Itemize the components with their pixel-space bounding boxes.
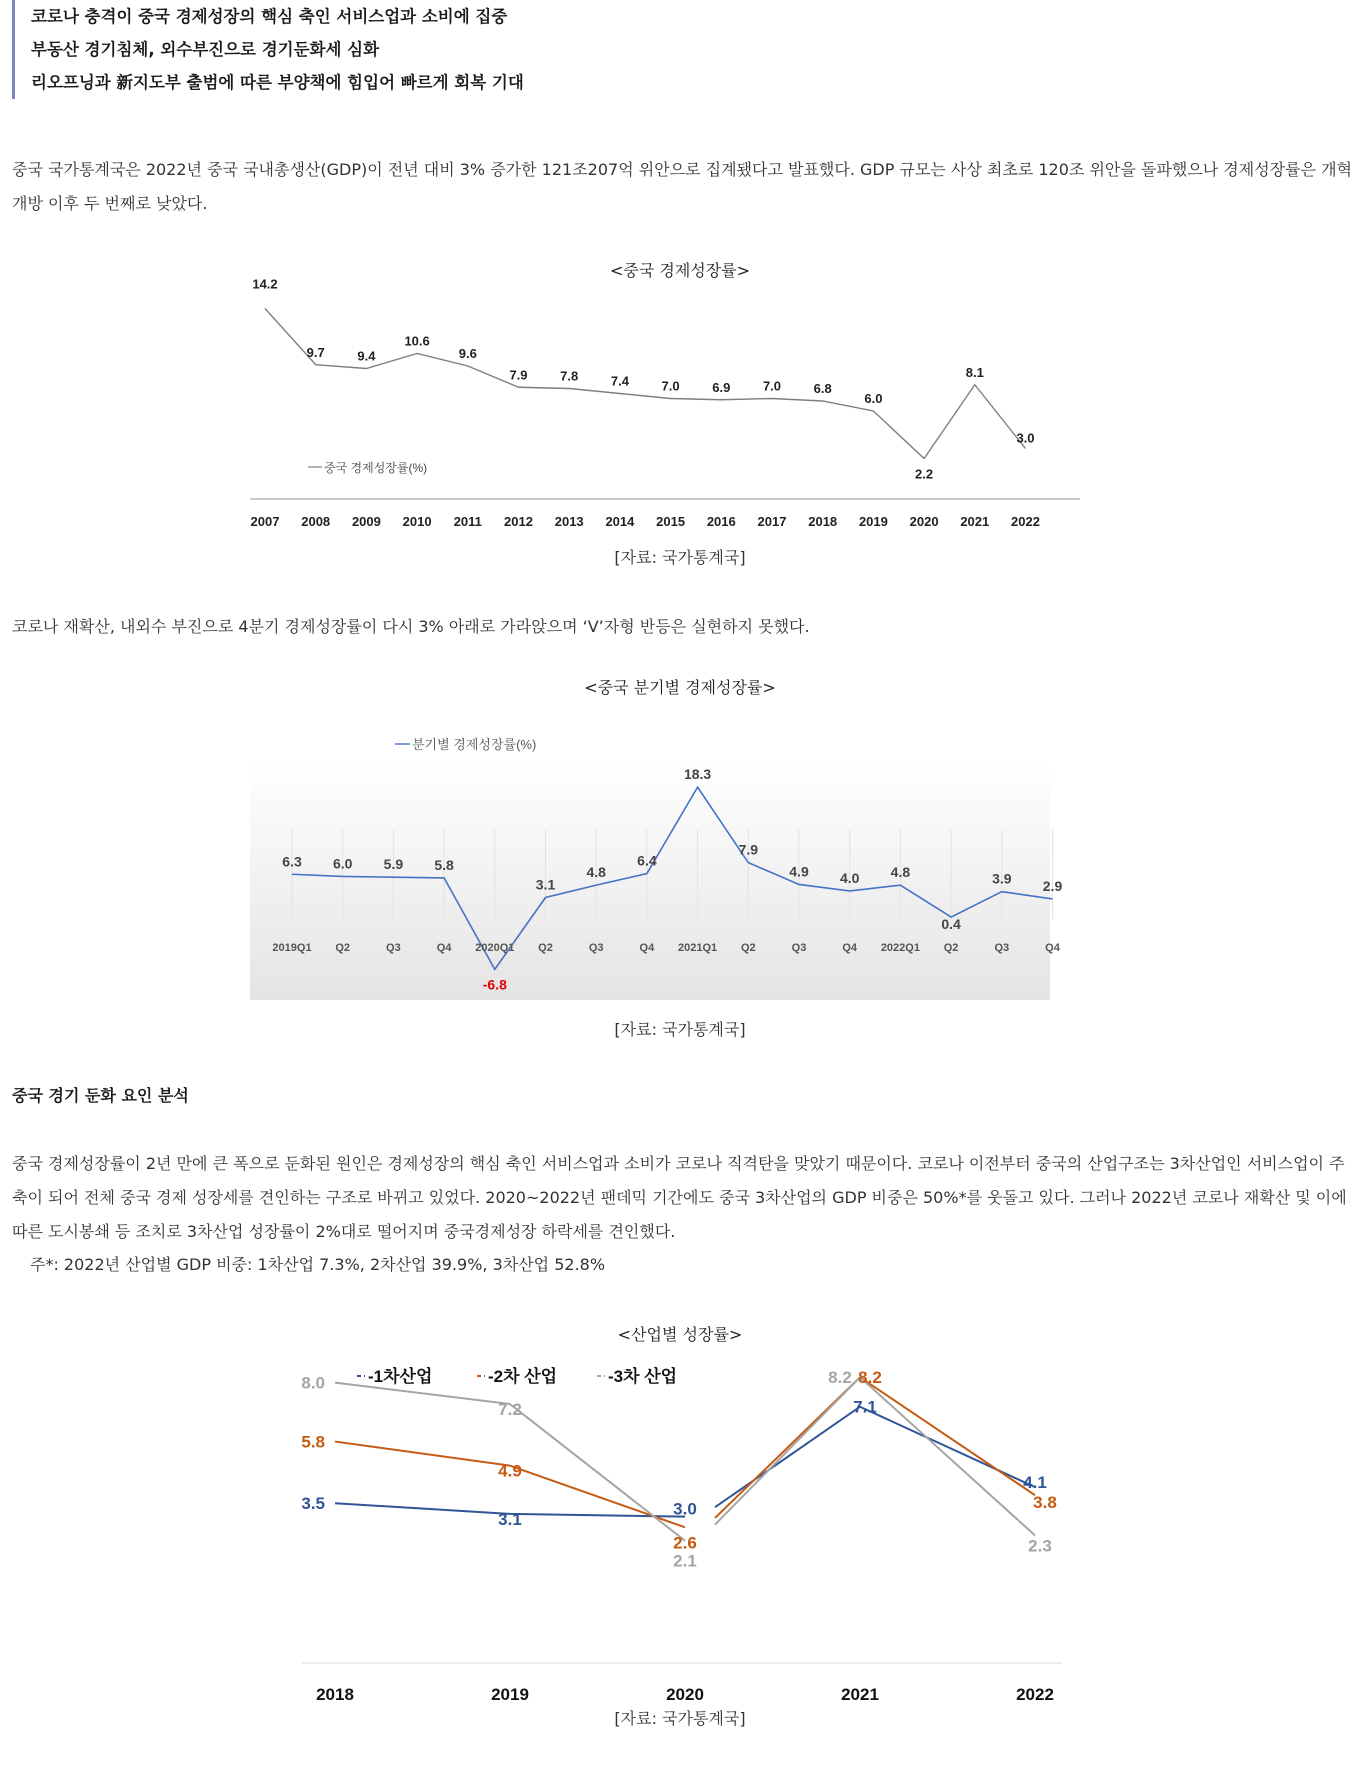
data-label: 2.2 (915, 466, 934, 482)
intro-paragraph: 중국 국가통계국은 2022년 중국 국내총생산(GDP)이 전년 대비 3% 증가한 121조207억 위안으로 집계됐다고 발표했다. GDP 규모는 사상 최초로 120조 위안을 돌파했으나 경제성장률은 개혁개방 이후 두 번째로 낮았다. (12, 160, 1353, 213)
data-label: 2.6 (673, 1533, 697, 1553)
data-label: 6.3 (282, 853, 302, 870)
data-label: 5.9 (383, 856, 404, 873)
data-label: 4.8 (586, 864, 606, 881)
data-label: 8.1 (965, 364, 984, 380)
chart-title: <중국 분기별 경제성장률> (584, 678, 776, 697)
data-label: 7.9 (738, 841, 759, 858)
legend-label: -3차 산업 (608, 1367, 678, 1386)
data-label: 9.7 (306, 344, 325, 360)
data-label: 5.8 (434, 856, 454, 873)
x-tick-label: 2021Q1 (678, 942, 718, 954)
chart-title: <중국 경제성장률> (609, 261, 751, 280)
x-tick-label: Q2 (538, 942, 553, 954)
data-label: 3.1 (535, 876, 556, 893)
data-label: 8.2 (858, 1368, 882, 1388)
chart3-source-wrap (250, 1706, 1110, 1729)
summary-bullets (12, 0, 524, 99)
data-label: 7.1 (853, 1397, 877, 1417)
x-tick-label: Q2 (740, 942, 756, 954)
data-label: 3.0 (1016, 430, 1035, 446)
data-label: 7.9 (509, 367, 528, 383)
data-label: 3.0 (673, 1499, 697, 1519)
data-label: 3.5 (301, 1494, 325, 1514)
chart-quarterly-title-wrap (250, 675, 1110, 698)
chart2-source-wrap (250, 1017, 1110, 1040)
data-label: 2.9 (1042, 877, 1063, 894)
data-label: 2.1 (673, 1551, 697, 1571)
x-tick-label: 2013 (554, 514, 584, 529)
data-label: 4.0 (839, 869, 860, 886)
legend-label: 분기별 경제성장률(%) (412, 737, 537, 752)
x-tick-label: 2016 (706, 514, 736, 529)
x-tick-label: 2021 (960, 514, 990, 529)
data-label: 8.2 (828, 1368, 852, 1388)
x-tick-label: 2019 (491, 1685, 529, 1704)
summary-bullet: 부동산 경기침체, 외수부진으로 경기둔화세 심화 (31, 40, 380, 59)
analysis-paragraph: 중국 경제성장률이 2년 만에 큰 폭으로 둔화된 원인은 경제성장의 핵심 축인 서비스업과 소비가 코로나 직격탄을 맞았기 때문이다. 코로나 이전부터 중국의 산업구조는 3차산업인 서비스업이 주축이 되어 전체 중국 경제 성장세를 견인하는 구조로 바뀌고 있었다. 2020~2022년 팬데믹 기간에도 중국 3차산업의 GDP 비중은 50%*를 웃돌고 있다. 그러나 2022년 코로나 재확산 및 이에 따른 도시봉쇄 등 조치로 3차산업 성장률이 2%대로 떨어지며 중국경제성장 하락세를 견인했다. (12, 1154, 1347, 1241)
data-label: 10.6 (404, 333, 430, 349)
data-label: 0.4 (941, 916, 961, 933)
x-tick-label: 2022 (1016, 1685, 1054, 1704)
data-label: 3.9 (992, 870, 1012, 887)
x-tick-label: 2018 (316, 1685, 354, 1704)
x-tick-label: 2019Q1 (272, 942, 312, 954)
data-label: 9.4 (357, 348, 376, 364)
data-label: 14.2 (252, 276, 278, 292)
x-tick-label: Q4 (639, 942, 655, 954)
x-tick-label: 2014 (605, 514, 635, 529)
x-tick-label: 2020 (909, 514, 939, 529)
x-tick-label: Q3 (588, 942, 604, 954)
plot-background (250, 760, 1050, 1000)
data-label: 4.8 (890, 864, 911, 881)
chart-industry-title-wrap (250, 1322, 1110, 1345)
x-tick-label: Q4 (436, 942, 452, 954)
chart-annual-growth-title-wrap (250, 258, 1110, 281)
x-tick-label: 2007 (250, 514, 280, 529)
data-label: 7.0 (762, 378, 782, 394)
data-label: 6.8 (813, 381, 832, 396)
x-tick-label: 2021 (841, 1685, 879, 1704)
legend-label: 중국 경제성장률(%) (324, 461, 428, 475)
x-tick-label: 2018 (808, 514, 838, 529)
data-label: 6.0 (332, 855, 353, 872)
data-label: 3.8 (1033, 1493, 1057, 1513)
x-tick-label: 2012 (504, 514, 533, 529)
data-label: 4.9 (498, 1461, 522, 1481)
x-tick-label: 2011 (453, 514, 482, 529)
data-label: 5.8 (301, 1432, 325, 1452)
data-label: 6.0 (864, 391, 883, 406)
data-label: 9.6 (458, 346, 477, 361)
x-tick-label: 2009 (351, 514, 381, 529)
annual-growth-chart (250, 276, 1110, 541)
quarterly-growth-chart (272, 700, 1080, 1000)
data-label: 3.1 (498, 1509, 522, 1529)
data-label: 2.3 (1028, 1536, 1052, 1556)
x-tick-label: 2022Q1 (880, 942, 920, 954)
footnote: 주*: 2022년 산업별 GDP 비중: 1차산업 7.3%, 2차산업 39.9%, 3차산업 52.8% (30, 1255, 606, 1274)
summary-bullet: 코로나 충격이 중국 경제성장의 핵심 축인 서비스업과 소비에 집중 (31, 7, 508, 26)
chart-title: <산업별 성장률> (617, 1325, 743, 1344)
data-label: 6.4 (637, 852, 657, 869)
legend-label: -1차산업 (368, 1367, 433, 1386)
series-line (265, 309, 1026, 459)
x-tick-label: 2015 (656, 514, 686, 529)
legend-label: -2차 산업 (488, 1367, 558, 1386)
data-label: -6.8 (482, 976, 507, 993)
data-label: 4.1 (1023, 1473, 1047, 1493)
x-tick-label: 2020Q1 (475, 942, 515, 954)
chart1-source-wrap (250, 545, 1110, 568)
x-tick-label: Q2 (943, 942, 959, 954)
x-tick-label: Q3 (791, 942, 807, 954)
x-tick-label: Q4 (1045, 942, 1060, 954)
x-tick-label: Q2 (335, 942, 351, 954)
data-label: 6.9 (712, 379, 731, 395)
x-tick-label: Q3 (994, 942, 1010, 954)
x-tick-label: Q3 (386, 942, 401, 954)
source-label: [자료: 국가통계국] (614, 548, 746, 567)
quarterly-paragraph: 코로나 재확산, 내외수 부진으로 4분기 경제성장률이 다시 3% 아래로 가라앉으며 ‘V’자형 반등은 실현하지 못했다. (12, 617, 810, 636)
data-label: 7.2 (498, 1400, 522, 1420)
x-tick-label: 2022 (1011, 514, 1040, 529)
summary-bullet: 리오프닝과 新지도부 출범에 따른 부양책에 힘입어 빠르게 회복 기대 (31, 73, 524, 92)
x-tick-label: 2010 (402, 514, 432, 529)
x-tick-label: 2019 (858, 514, 888, 529)
data-label: 7.4 (610, 373, 629, 389)
x-tick-label: 2017 (757, 514, 787, 529)
data-label: 7.8 (560, 368, 579, 384)
data-label: 18.3 (683, 766, 712, 783)
x-tick-label: Q4 (842, 942, 858, 954)
x-tick-label: 2008 (301, 514, 331, 529)
industry-growth-chart (290, 1345, 1070, 1704)
data-label: 4.9 (789, 863, 809, 880)
section-heading: 중국 경기 둔화 요인 분석 (12, 1086, 189, 1105)
x-tick-label: 2020 (666, 1685, 704, 1704)
data-label: 7.0 (661, 378, 680, 394)
data-label: 8.0 (301, 1373, 325, 1393)
source-label: [자료: 국가통계국] (614, 1709, 746, 1728)
source-label: [자료: 국가통계국] (614, 1020, 746, 1039)
